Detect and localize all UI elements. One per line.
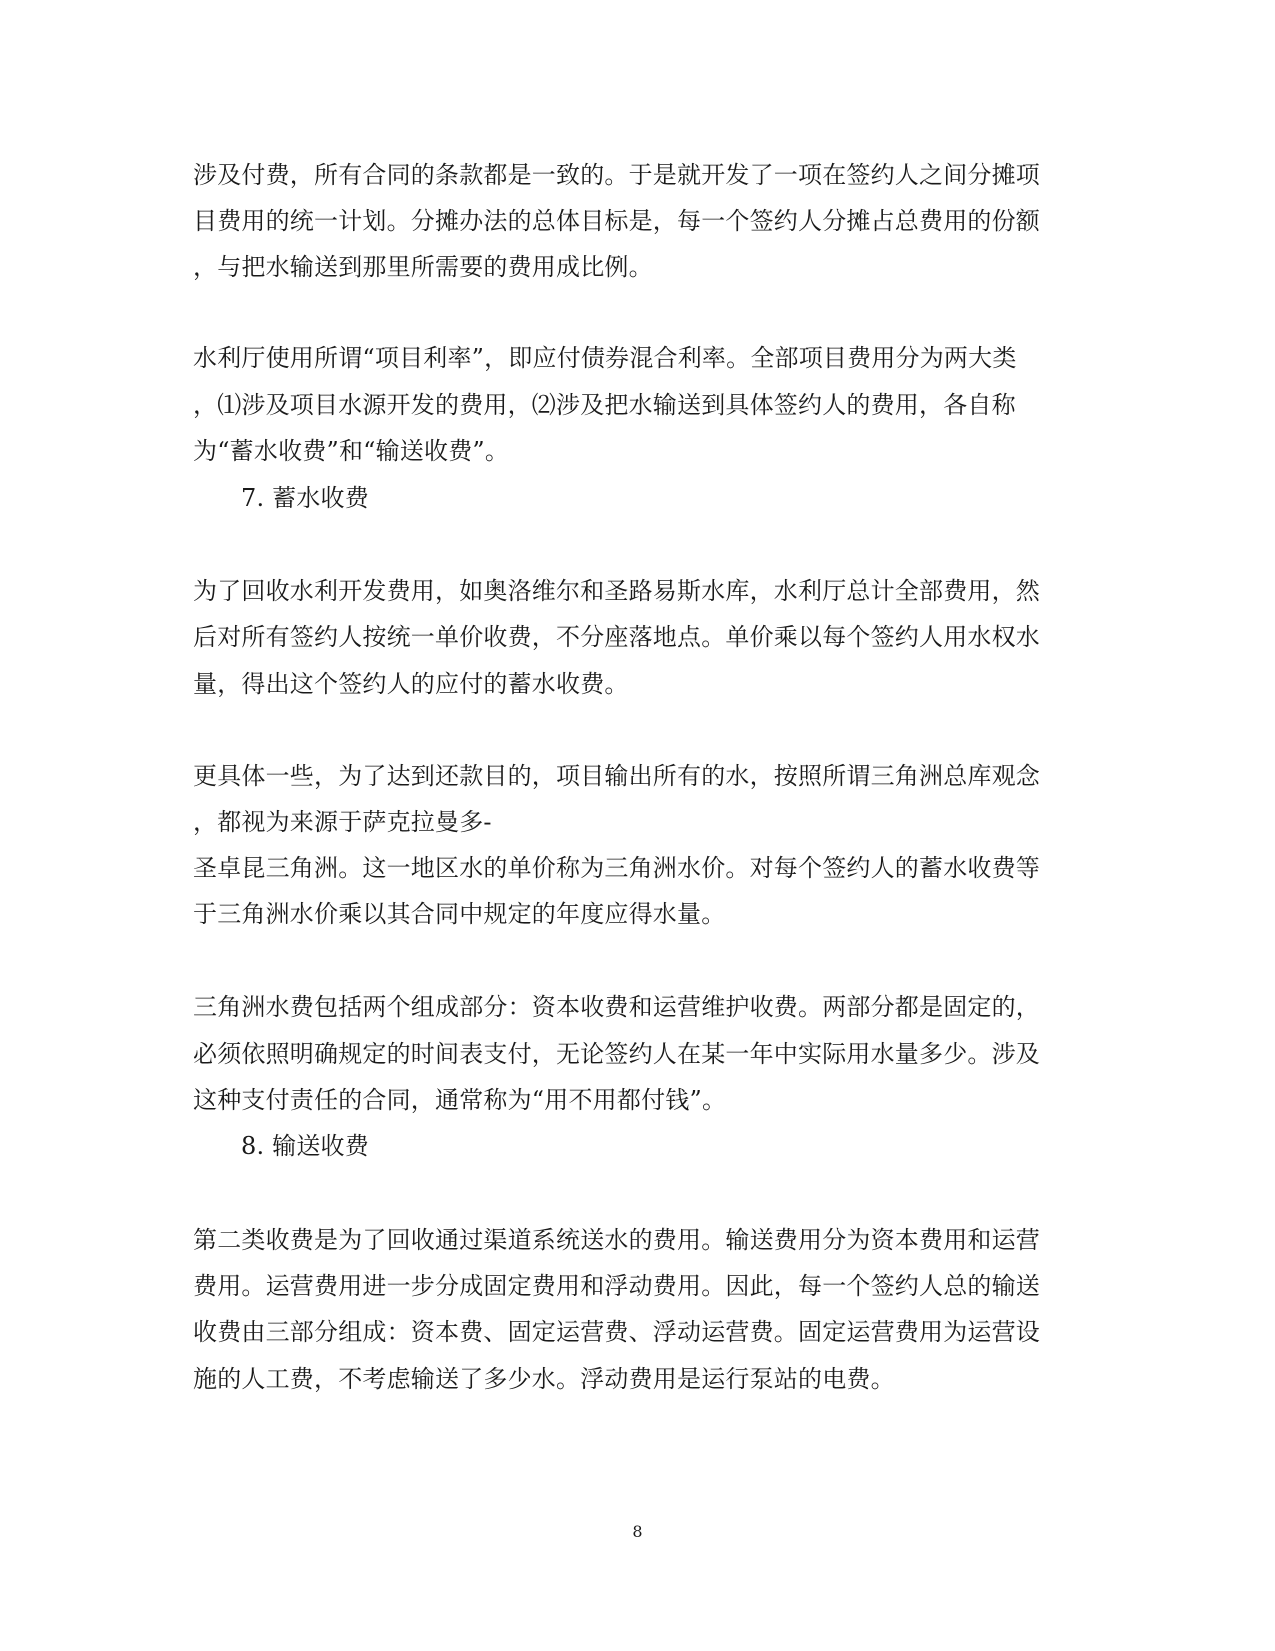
text-line: 后对所有签约人按统一单价收费，不分座落地点。单价乘以每个签约人用水权水 <box>193 623 1040 651</box>
text-line: 费用。运营费用进一步分成固定费用和浮动费用。因此，每一个签约人总的输送 <box>193 1272 1040 1300</box>
section-heading: 8. 输送收费 <box>241 1132 369 1160</box>
text-line: 圣卓昆三角洲。这一地区水的单价称为三角洲水价。对每个签约人的蓄水收费等 <box>193 854 1040 882</box>
text-line: 涉及付费，所有合同的条款都是一致的。于是就开发了一项在签约人之间分摊项 <box>193 161 1040 189</box>
text-line: ，⑴涉及项目水源开发的费用，⑵涉及把水输送到具体签约人的费用，各自称 <box>193 391 1016 419</box>
section-heading: 7. 蓄水收费 <box>241 484 369 512</box>
text-line: 第二类收费是为了回收通过渠道系统送水的费用。输送费用分为资本费用和运营 <box>193 1226 1040 1254</box>
text-line: 收费由三部分组成：资本费、固定运营费、浮动运营费。固定运营费用为运营设 <box>193 1318 1040 1346</box>
text-line: 量，得出这个签约人的应付的蓄水收费。 <box>193 670 629 698</box>
text-line: 目费用的统一计划。分摊办法的总体目标是，每一个签约人分摊占总费用的份额 <box>193 207 1040 235</box>
text-line: 必须依照明确规定的时间表支付，无论签约人在某一年中实际用水量多少。涉及 <box>193 1040 1040 1068</box>
text-line: 施的人工费，不考虑输送了多少水。浮动费用是运行泵站的电费。 <box>193 1365 895 1393</box>
text-line: 于三角洲水价乘以其合同中规定的年度应得水量。 <box>193 900 726 928</box>
text-line: ，都视为来源于萨克拉曼多- <box>193 808 492 836</box>
text-line: 为了回收水利开发费用，如奥洛维尔和圣路易斯水库，水利厅总计全部费用，然 <box>193 577 1040 605</box>
text-line: 这种支付责任的合同，通常称为“用不用都付钱”。 <box>193 1086 727 1114</box>
text-line: 三角洲水费包括两个组成部分：资本收费和运营维护收费。两部分都是固定的， <box>193 993 1040 1021</box>
text-line: ，与把水输送到那里所需要的费用成比例。 <box>193 253 653 281</box>
text-line: 更具体一些，为了达到还款目的，项目输出所有的水，按照所谓三角洲总库观念 <box>193 762 1040 790</box>
text-line: 水利厅使用所谓“项目利率”，即应付债券混合利率。全部项目费用分为两大类 <box>193 344 1017 372</box>
page-number: 8 <box>632 1522 643 1541</box>
text-line: 为“蓄水收费”和“输送收费”。 <box>193 437 510 465</box>
